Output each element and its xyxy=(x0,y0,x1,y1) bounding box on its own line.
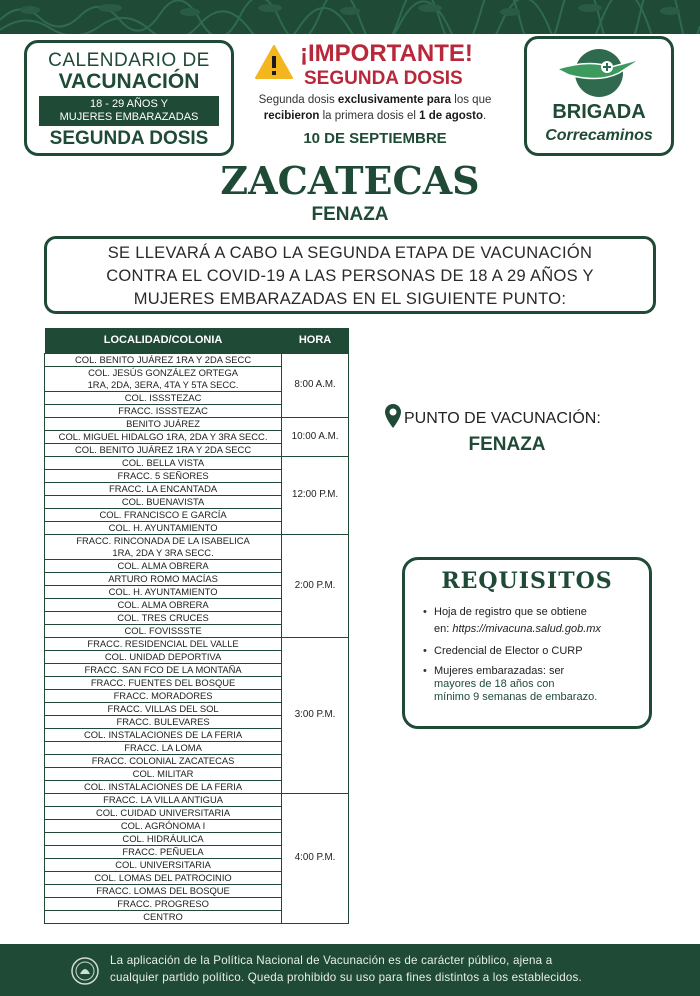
announcement-box xyxy=(44,236,656,314)
footer-line2: cualquier partido político. Queda prohibido su uso para fines distintos a los establecidos. xyxy=(110,971,582,984)
requirements-list xyxy=(423,604,647,709)
note-text: la primera dosis el xyxy=(319,110,420,122)
age-group-line1: 18 - 29 AÑOS Y xyxy=(89,98,169,110)
footer xyxy=(0,944,700,996)
locality-cell: COL. BENITO JUÁREZ 1RA Y 2DA SECC xyxy=(45,443,282,456)
requirement-text: Credencial de Elector o CURP xyxy=(434,645,583,657)
warning-icon xyxy=(254,44,294,80)
locality-cell: FRACC. ISSSTEZAC xyxy=(45,404,282,417)
note-text: Segunda dosis xyxy=(258,94,338,106)
table-row xyxy=(45,793,349,806)
time-cell: 4:00 P.M. xyxy=(282,793,349,923)
brigada-subtitle: Correcaminos xyxy=(545,127,653,144)
brigada-title: BRIGADA xyxy=(552,101,646,123)
locality-cell: COL. H. AYUNTAMIENTO xyxy=(45,585,282,598)
table-row xyxy=(45,637,349,650)
locality-cell: COL. INSTALACIONES DE LA FERIA xyxy=(45,728,282,741)
time-cell: 12:00 P.M. xyxy=(282,456,349,534)
locality-cell: COL. FOVISSSTE xyxy=(45,624,282,637)
locality-cell: COL. UNIVERSITARIA xyxy=(45,858,282,871)
requirement-text: mínimo 9 semanas de embarazo. xyxy=(434,691,598,703)
footer-disclaimer xyxy=(110,952,690,986)
place-subtitle: FENAZA xyxy=(311,204,389,225)
age-group-band xyxy=(39,96,219,126)
time-cell: 8:00 A.M. xyxy=(282,353,349,417)
list-item xyxy=(423,604,647,638)
footer-line1: La aplicación de la Política Nacional de Vacunación es de carácter público, ajena a xyxy=(110,954,553,967)
locality-cell: FRACC. 5 SEÑORES xyxy=(45,469,282,482)
locality-cell: COL. BELLA VISTA xyxy=(45,456,282,469)
locality-cell: FRACC. BULEVARES xyxy=(45,715,282,728)
vaccination-point-name: FENAZA xyxy=(468,434,546,455)
locality-cell: COL. AGRÓNOMA I xyxy=(45,819,282,832)
requirement-text: mayores de 18 años con xyxy=(434,678,555,690)
locality-cell: COL. BENITO JUÁREZ 1RA Y 2DA SECC xyxy=(45,353,282,366)
vaccination-point-label: PUNTO DE VACUNACIÓN: xyxy=(404,410,601,427)
table-row xyxy=(45,456,349,469)
locality-cell: COL. INSTALACIONES DE LA FERIA xyxy=(45,780,282,793)
requirements-title: REQUISITOS xyxy=(441,568,613,594)
locality-cell: FRACC. LA ENCANTADA xyxy=(45,482,282,495)
locality-cell: FRACC. VILLAS DEL SOL xyxy=(45,702,282,715)
locality-cell: COL. UNIDAD DEPORTIVA xyxy=(45,650,282,663)
locality-cell: FRACC. COLONIAL ZACATECAS xyxy=(45,754,282,767)
calendar-badge xyxy=(24,40,234,156)
locality-cell: FRACC. SAN FCO DE LA MONTAÑA xyxy=(45,663,282,676)
calendar-title-line2: VACUNACIÓN xyxy=(58,70,200,93)
locality-cell: COL. MIGUEL HIDALGO 1RA, 2DA Y 3RA SECC. xyxy=(45,430,282,443)
leaf-pattern-icon xyxy=(0,0,700,34)
table-header-row xyxy=(45,328,349,353)
locality-cell: COL. LOMAS DEL PATROCINIO xyxy=(45,871,282,884)
requirement-text: Mujeres embarazadas: ser xyxy=(434,665,565,677)
note-emphasis: recibieron xyxy=(263,110,320,122)
locality-cell: FRACC. LA VILLA ANTIGUA xyxy=(45,793,282,806)
locality-cell: FRACC. LA LOMA xyxy=(45,741,282,754)
note-text: los que xyxy=(451,94,492,106)
state-title: ZACATECAS xyxy=(220,158,480,203)
locality-cell: FRACC. MORADORES xyxy=(45,689,282,702)
important-subtitle: SEGUNDA DOSIS xyxy=(304,68,463,89)
locality-cell: COL. ALMA OBRERA xyxy=(45,559,282,572)
dose-label: SEGUNDA DOSIS xyxy=(49,128,209,149)
locality-cell: FRACC. PROGRESO xyxy=(45,897,282,910)
table-row xyxy=(45,417,349,430)
location-pin-icon xyxy=(384,403,402,429)
announcement-line2: CONTRA EL COVID-19 A LAS PERSONAS DE 18 A 29 AÑOS Y xyxy=(106,267,594,285)
age-group-line2: MUJERES EMBARAZADAS xyxy=(59,111,199,123)
locality-cell: COL. JESÚS GONZÁLEZ ORTEGA 1RA, 2DA, 3ERA, 4TA Y 5TA SECC. xyxy=(45,366,282,391)
announcement-line1: SE LLEVARÁ A CABO LA SEGUNDA ETAPA DE VACUNACIÓN xyxy=(107,244,593,262)
column-header-locality: LOCALIDAD/COLONIA xyxy=(45,328,282,353)
event-date: 10 DE SEPTIEMBRE xyxy=(303,130,447,147)
requirement-text: en: xyxy=(434,623,453,635)
note-emphasis: exclusivamente para xyxy=(337,94,452,106)
registration-link[interactable]: https://mivacuna.salud.gob.mx xyxy=(452,623,601,635)
table-row xyxy=(45,353,349,366)
requirements-box xyxy=(402,557,652,729)
column-header-time: HORA xyxy=(282,328,349,353)
locality-cell: COL. TRES CRUCES xyxy=(45,611,282,624)
locality-cell: CENTRO xyxy=(45,910,282,923)
locality-cell: ARTURO ROMO MACÍAS xyxy=(45,572,282,585)
list-item xyxy=(423,643,647,660)
locality-cell: COL. ISSSTEZAC xyxy=(45,391,282,404)
locality-cell: COL. ALMA OBRERA xyxy=(45,598,282,611)
time-cell: 10:00 A.M. xyxy=(282,417,349,456)
locality-cell: FRACC. RINCONADA DE LA ISABELICA 1RA, 2DA Y 3RA SECC. xyxy=(45,534,282,559)
list-item xyxy=(423,665,647,704)
schedule-table xyxy=(44,328,349,924)
requirement-text: Hoja de registro que se obtiene xyxy=(434,606,587,618)
locality-cell: COL. FRANCISCO E GARCÍA xyxy=(45,508,282,521)
time-cell: 3:00 P.M. xyxy=(282,637,349,793)
locality-cell: BENITO JUÁREZ xyxy=(45,417,282,430)
time-cell: 2:00 P.M. xyxy=(282,534,349,637)
note-emphasis: 1 de agosto xyxy=(419,110,484,122)
locality-cell: FRACC. RESIDENCIAL DEL VALLE xyxy=(45,637,282,650)
brigada-badge xyxy=(524,36,674,156)
locality-cell: FRACC. PEÑUELA xyxy=(45,845,282,858)
national-seal-icon xyxy=(70,956,100,986)
locality-cell: COL. MILITAR xyxy=(45,767,282,780)
locality-cell: COL. CUIDAD UNIVERSITARIA xyxy=(45,806,282,819)
note-text: . xyxy=(483,110,487,122)
top-pattern-band xyxy=(0,0,700,34)
locality-cell: COL. BUENAVISTA xyxy=(45,495,282,508)
important-title: ¡IMPORTANTE! xyxy=(300,40,473,67)
calendar-title-line1: CALENDARIO DE xyxy=(48,50,210,71)
locality-cell: FRACC. LOMAS DEL BOSQUE xyxy=(45,884,282,897)
locality-cell: FRACC. FUENTES DEL BOSQUE xyxy=(45,676,282,689)
roadrunner-logo-icon xyxy=(549,45,649,101)
locality-cell: COL. HIDRÁULICA xyxy=(45,832,282,845)
locality-cell: COL. H. AYUNTAMIENTO xyxy=(45,521,282,534)
table-row xyxy=(45,534,349,559)
announcement-line3: MUJERES EMBARAZADAS EN EL SIGUIENTE PUNTO: xyxy=(133,290,567,308)
important-note xyxy=(250,92,500,124)
